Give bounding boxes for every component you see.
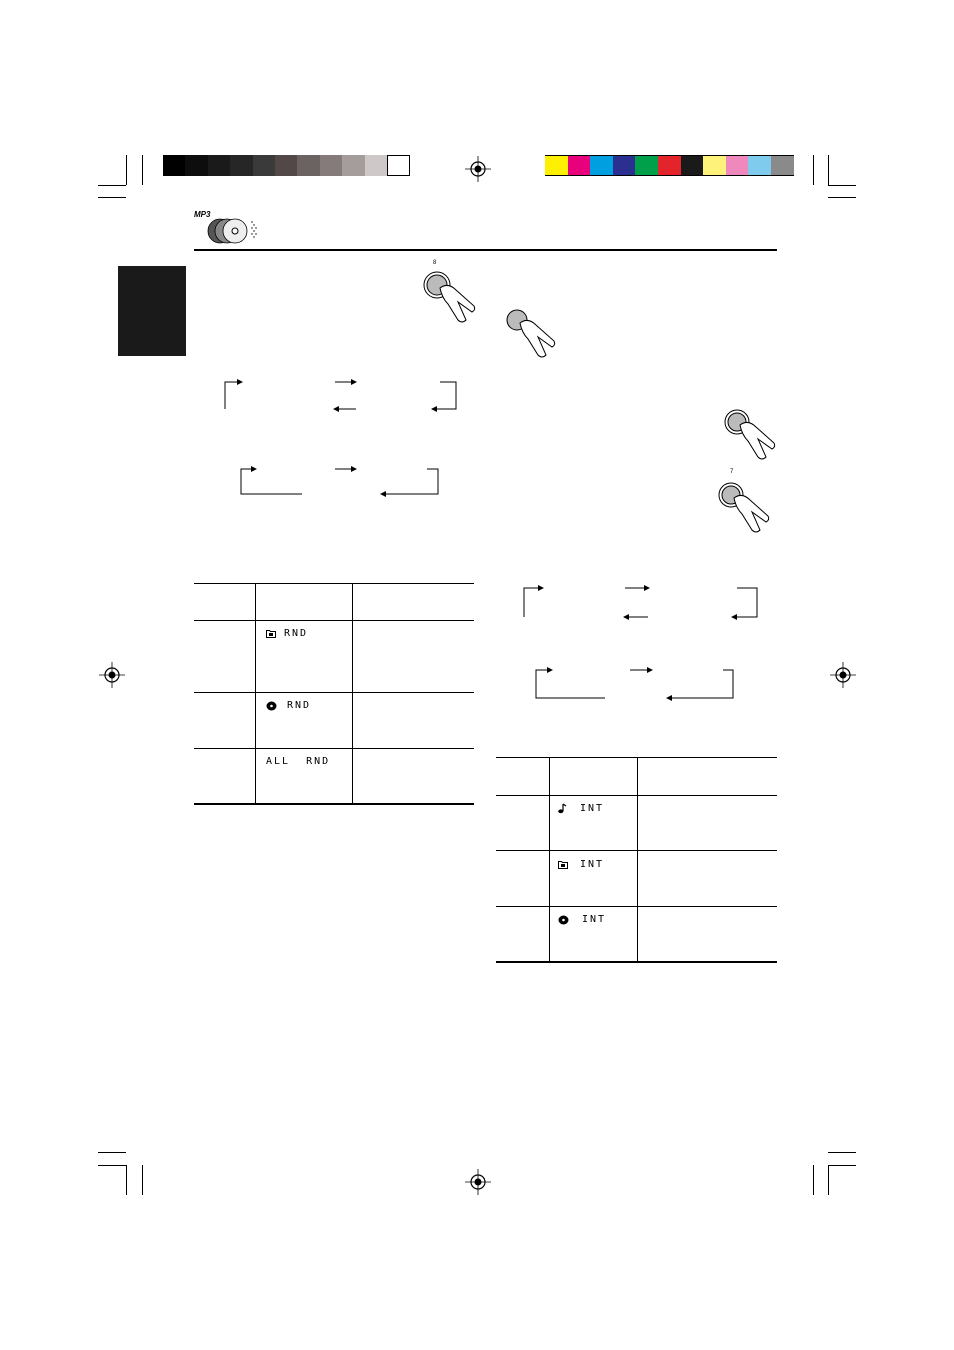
- folder-icon: [558, 860, 568, 869]
- crop-mark: [126, 1165, 127, 1195]
- table-rule: [194, 692, 474, 693]
- gray-swatch: [163, 155, 186, 176]
- random-disc-display: RND: [287, 700, 312, 711]
- crop-mark: [828, 1165, 856, 1166]
- crop-mark: [828, 1152, 856, 1153]
- crop-mark: [98, 197, 126, 198]
- language-side-tab: [118, 266, 186, 356]
- random-mode-cycle-diagram: [220, 372, 465, 417]
- crop-mark: [126, 155, 127, 185]
- crop-mark: [828, 197, 856, 198]
- table-column-rule: [255, 583, 256, 804]
- gray-swatch: [342, 155, 365, 176]
- intro-mode-cycle-diagram: [519, 580, 764, 625]
- table-column-rule: [352, 583, 353, 804]
- mp3-badge-label: MP3: [194, 210, 211, 219]
- table-rule: [194, 803, 474, 805]
- crop-mark: [813, 155, 814, 185]
- random-all-display: ALL RND: [266, 756, 331, 767]
- gray-swatch: [185, 155, 208, 176]
- header-rule: [194, 249, 777, 251]
- crop-mark: [98, 1165, 126, 1166]
- random-button-number: 8: [433, 260, 437, 266]
- gray-swatch: [297, 155, 320, 176]
- gray-swatch: [208, 155, 231, 176]
- crop-mark: [142, 155, 143, 185]
- crop-mark: [828, 185, 856, 186]
- color-swatch: [703, 155, 726, 176]
- table-rule: [194, 620, 474, 621]
- disc-icon: [558, 915, 569, 925]
- color-swatch: [726, 155, 749, 176]
- registration-target-icon: [465, 156, 491, 182]
- button-press-icon: [722, 405, 782, 463]
- color-swatch: [568, 155, 591, 176]
- color-swatch: [658, 155, 681, 176]
- disc-stack-icon: [206, 216, 270, 246]
- registration-target-icon: [99, 662, 125, 688]
- random-folder-display: RND: [284, 628, 309, 639]
- gray-swatch: [275, 155, 298, 176]
- color-swatch: [771, 155, 794, 176]
- crop-mark: [828, 1165, 829, 1195]
- mp3-disc-badge: [194, 210, 269, 246]
- crop-mark: [98, 1152, 126, 1153]
- color-swatch: [545, 155, 568, 176]
- gray-swatch: [253, 155, 276, 176]
- button-press-icon: [503, 305, 563, 363]
- color-swatch: [748, 155, 771, 176]
- intro-mode-cycle-diagram-2: [530, 661, 740, 703]
- registration-target-icon: [830, 662, 856, 688]
- intro-button-press-icon: [716, 478, 776, 536]
- color-swatch: [613, 155, 636, 176]
- crop-mark: [813, 1165, 814, 1195]
- gray-swatch: [387, 155, 410, 176]
- crop-mark: [142, 1165, 143, 1195]
- intro-folder-display: INT: [580, 859, 605, 870]
- intro-disc-display: INT: [582, 914, 607, 925]
- disc-icon: [266, 701, 277, 711]
- random-mode-cycle-diagram-2: [235, 460, 445, 502]
- gray-swatch: [230, 155, 253, 176]
- table-column-rule: [549, 757, 550, 962]
- folder-icon: [266, 629, 276, 638]
- intro-button-number: 7: [730, 469, 734, 475]
- random-button-press-icon: [420, 268, 480, 326]
- registration-target-icon: [465, 1169, 491, 1195]
- color-swatch: [635, 155, 658, 176]
- crop-mark: [828, 155, 829, 185]
- intro-track-display: INT: [580, 803, 605, 814]
- gray-swatch: [320, 155, 343, 176]
- gray-swatch: [365, 155, 388, 176]
- crop-mark: [98, 185, 126, 186]
- table-rule: [194, 748, 474, 749]
- table-rule: [194, 583, 474, 584]
- table-column-rule: [637, 757, 638, 962]
- color-swatch: [681, 155, 704, 176]
- note-icon: [557, 803, 567, 814]
- color-swatch: [590, 155, 613, 176]
